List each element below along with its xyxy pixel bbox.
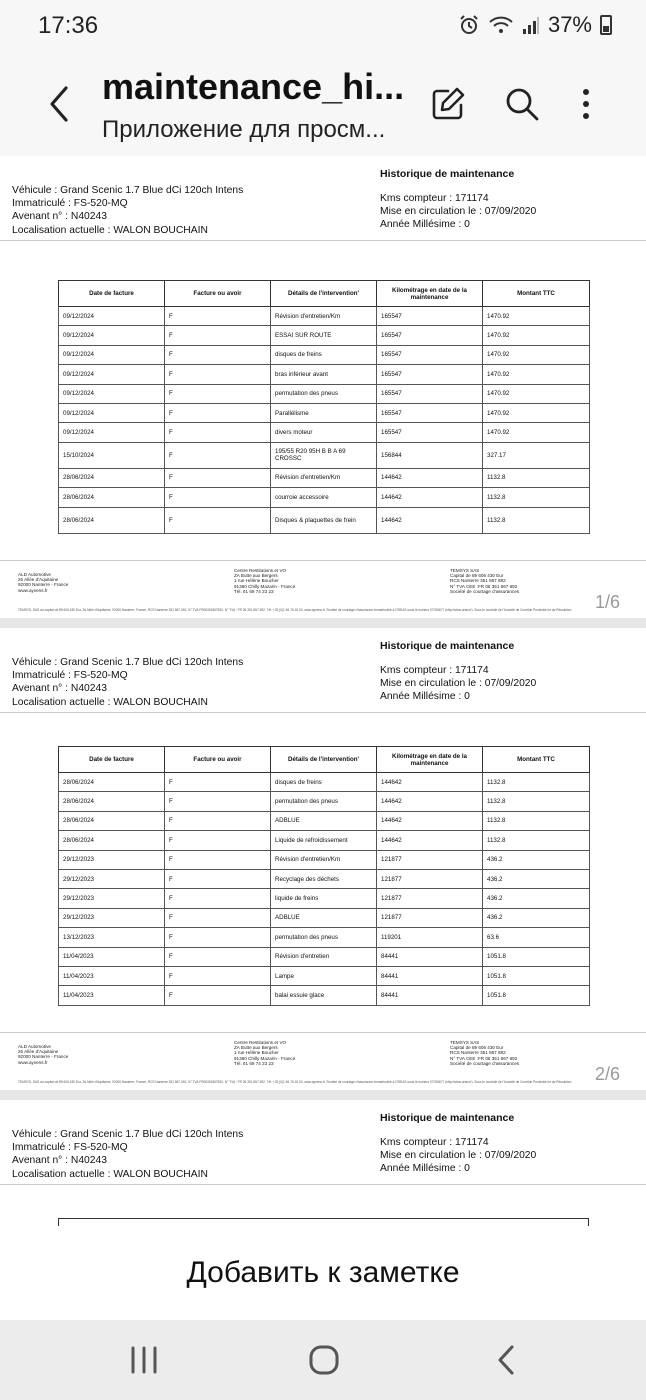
table-cell: permutation des pneus [271, 792, 377, 811]
table-cell: F [165, 889, 271, 908]
column-header: Kilométrage en date de la maintenance [377, 747, 483, 773]
add-to-note-button[interactable] [0, 1226, 646, 1320]
table-cell: 28/06/2024 [59, 468, 165, 487]
table-cell: 1470.92 [483, 326, 590, 345]
table-cell: 121877 [377, 908, 483, 927]
table-row [59, 869, 590, 888]
vehicle-line: Avenant n° : N40243 [12, 683, 107, 695]
footer-line: Capital de 89 606 430 Eur [450, 1045, 504, 1051]
table-cell: F [165, 792, 271, 811]
table-cell: 09/12/2024 [59, 307, 165, 326]
table-cell: 11/04/2023 [59, 966, 165, 985]
footer-line: Société de courtage d'assurances [450, 588, 520, 594]
table-cell: Lampe [271, 966, 377, 985]
table-cell: 1051.8 [483, 986, 590, 1005]
battery-icon [600, 15, 612, 35]
home-icon[interactable] [304, 1342, 344, 1378]
table-cell: F [165, 947, 271, 966]
table-cell: 29/12/2023 [59, 889, 165, 908]
table-row [59, 345, 590, 364]
table-cell: 121877 [377, 889, 483, 908]
table-row [59, 928, 590, 947]
footer-line: ALD Automotive [18, 572, 51, 577]
table-cell: F [165, 384, 271, 403]
kms-info [380, 664, 536, 704]
table-cell: 436.2 [483, 908, 590, 927]
table-cell: 1132.8 [483, 488, 590, 507]
table-row [59, 792, 590, 811]
kms-info [380, 1136, 536, 1176]
table-cell: 1470.92 [483, 307, 590, 326]
kms-line: Année Millésime : 0 [380, 691, 470, 703]
table-cell: Révision d'entretien/Km [271, 307, 377, 326]
document-page-1 [0, 156, 646, 618]
footer-company [18, 1044, 68, 1065]
table-cell: 11/04/2023 [59, 986, 165, 1005]
maintenance-table [58, 746, 590, 1006]
page-gap [0, 1090, 646, 1100]
table-cell: disques de freins [271, 773, 377, 792]
table-cell: 144642 [377, 468, 483, 487]
table-cell: 09/12/2024 [59, 345, 165, 364]
table-row [59, 889, 590, 908]
kms-line: Mise en circulation le : 07/09/2020 [380, 1150, 537, 1162]
vehicle-line: Avenant n° : N40243 [12, 211, 107, 223]
table-cell: 165547 [377, 423, 483, 442]
table-cell: F [165, 966, 271, 985]
table-cell: Recyclage des déchets [271, 869, 377, 888]
footer-line: N° TVA CEE :FR 06 351 867 692 [450, 1055, 518, 1061]
footer-line: Société de courtage d'assurances [450, 1060, 520, 1066]
table-cell: 165547 [377, 326, 483, 345]
page-number: 1/6 [594, 592, 620, 612]
table-row [59, 403, 590, 422]
table-cell: 1051.8 [483, 947, 590, 966]
footer-line: 1 rue Hélène Boucher [234, 1050, 279, 1056]
footer-line: Tél. 01 69 74 23 23 [234, 588, 274, 594]
table-cell: 165547 [377, 307, 483, 326]
document-page-2 [0, 628, 646, 1090]
table-row [59, 947, 590, 966]
table-row [59, 908, 590, 927]
battery-percent: 37% [547, 12, 592, 37]
kms-line: Mise en circulation le : 07/09/2020 [380, 678, 537, 690]
table-cell: 1470.92 [483, 345, 590, 364]
footer-line: 92000 Nanterre - France [18, 1054, 69, 1060]
page-number: 2/6 [594, 1064, 620, 1084]
table-cell: F [165, 928, 271, 947]
document-title: maintenance_hi... [102, 66, 405, 107]
table-cell: 144642 [377, 488, 483, 507]
page-footer [0, 566, 646, 618]
page-gap [0, 618, 646, 628]
table-cell: 144642 [377, 831, 483, 850]
table-cell: 119201 [377, 928, 483, 947]
vehicle-info [12, 184, 243, 237]
add-to-note-label: Добавить к заметке [186, 1256, 460, 1289]
table-cell: 165547 [377, 345, 483, 364]
table-cell: 09/12/2024 [59, 384, 165, 403]
table-cell: permutation des pneus [271, 928, 377, 947]
table-cell: 84441 [377, 966, 483, 985]
table-top-edge [58, 1218, 589, 1226]
footer-center [234, 1040, 295, 1066]
footer-line: www.ayvens.fr [18, 1059, 48, 1065]
table-row [59, 326, 590, 345]
footer-line: 26 Allée d'Aquitaine [18, 1049, 59, 1055]
table-cell: 436.2 [483, 869, 590, 888]
table-cell: F [165, 442, 271, 468]
table-cell: liquide de freins [271, 889, 377, 908]
table-cell: 436.2 [483, 889, 590, 908]
table-cell: 195/55 R20 95H B B A 69 CROSSC [271, 442, 377, 468]
table-cell: ESSAI SUR ROUTE [271, 326, 377, 345]
table-row [59, 773, 590, 792]
column-header: Montant TTC [483, 747, 590, 773]
table-cell: 63.6 [483, 928, 590, 947]
history-title: Historique de maintenance [380, 168, 515, 180]
column-header: Détails de l'intervention' [271, 281, 377, 307]
table-row [59, 831, 590, 850]
footer-line: Tél. 01 69 74 23 23 [234, 1060, 274, 1066]
footer-line: Centre Restitutions et VO [234, 568, 287, 573]
table-row [59, 384, 590, 403]
table-cell: F [165, 468, 271, 487]
vehicle-info [12, 656, 243, 709]
table-cell: 165547 [377, 403, 483, 422]
table-cell: 09/12/2024 [59, 326, 165, 345]
column-header: Détails de l'intervention' [271, 747, 377, 773]
table-cell: 144642 [377, 773, 483, 792]
column-header: Facture ou avoir [165, 281, 271, 307]
table-cell: bras inférieur avant [271, 365, 377, 384]
footer-line: TEMSYS SAS [450, 1040, 480, 1045]
table-cell: 28/06/2024 [59, 792, 165, 811]
table-row [59, 423, 590, 442]
footer-legal-entity [450, 568, 519, 594]
table-cell: 28/06/2024 [59, 831, 165, 850]
history-title: Historique de maintenance [380, 640, 515, 652]
footer-line: TEMSYS SAS [450, 568, 480, 573]
table-cell: 327.17 [483, 442, 590, 468]
divider [0, 560, 646, 561]
table-cell: F [165, 986, 271, 1005]
table-row [59, 811, 590, 830]
divider [0, 240, 646, 241]
page-footer [0, 1038, 646, 1090]
divider [0, 1032, 646, 1033]
document-page-3 [0, 1100, 646, 1226]
table-cell: 1132.8 [483, 507, 590, 533]
edit-icon[interactable] [428, 84, 468, 124]
search-icon[interactable] [502, 84, 542, 124]
vehicle-line: Immatriculé : FS-520-MQ [12, 198, 128, 210]
table-cell: Disques & plaquettes de frein [271, 507, 377, 533]
table-cell: F [165, 773, 271, 792]
table-cell: F [165, 811, 271, 830]
system-nav-bar [0, 1320, 646, 1400]
table-cell: 15/10/2024 [59, 442, 165, 468]
footer-line: Centre Restitutions et VO [234, 1040, 287, 1045]
table-cell: 165547 [377, 365, 483, 384]
table-cell: F [165, 403, 271, 422]
vehicle-line: Véhicule : Grand Scenic 1.7 Blue dCi 120ch Intens [12, 657, 244, 668]
table-cell: 1470.92 [483, 403, 590, 422]
table-cell: 28/06/2024 [59, 811, 165, 830]
table-header-row [59, 281, 590, 307]
footer-legal: TEMSYS, SAS au capital de 89 606 430 Eur, 26 Allée d'Aquitaine, 92000 Nanterre, France, RCS Nanterre 351 867 692, N° TVA FR06351867692, N° TVA : FR 06 351 867 692, Tél. +33 (0)1 56 76 18 00, www.ayvens.fr. Société de courtage d'assurance immatriculée à l'ORIAS sous le numéro 07026677 (http://www.orias.fr). Sous le contrôle de l'Autorité de Contrôle Prudentiel et de Résolution [18, 1080, 572, 1084]
table-cell: F [165, 365, 271, 384]
table-cell: 1132.8 [483, 773, 590, 792]
nav-back-icon[interactable] [486, 1342, 526, 1378]
column-header: Facture ou avoir [165, 747, 271, 773]
table-cell: F [165, 423, 271, 442]
column-header: Date de facture [59, 281, 165, 307]
vehicle-line: Localisation actuelle : WALON BOUCHAIN [12, 1168, 208, 1180]
table-cell: 28/06/2024 [59, 488, 165, 507]
kms-line: Kms compteur : 171174 [380, 193, 489, 204]
table-cell: Révision d'entretien [271, 947, 377, 966]
footer-line: 91380 Chilly Mazarin - France [234, 583, 296, 589]
divider [0, 712, 646, 713]
status-icons [458, 12, 612, 38]
status-bar [0, 0, 646, 52]
footer-line: Capital de 89 606 430 Eur [450, 573, 504, 579]
table-cell: 165547 [377, 384, 483, 403]
footer-legal-entity [450, 1040, 519, 1066]
vehicle-line: Localisation actuelle : WALON BOUCHAIN [12, 696, 208, 708]
table-row [59, 966, 590, 985]
footer-line: 92000 Nanterre - France [18, 582, 69, 588]
table-cell: 144642 [377, 811, 483, 830]
table-cell: 1132.8 [483, 811, 590, 830]
table-cell: ADBLUE [271, 811, 377, 830]
vehicle-line: Véhicule : Grand Scenic 1.7 Blue dCi 120ch Intens [12, 1129, 244, 1140]
footer-line: www.ayvens.fr [18, 587, 48, 593]
table-cell: F [165, 307, 271, 326]
footer-line: ALD Automotive [18, 1044, 51, 1049]
footer-line: 91380 Chilly Mazarin - France [234, 1055, 296, 1061]
footer-center [234, 568, 295, 594]
kms-line: Année Millésime : 0 [380, 1163, 470, 1175]
footer-line: RCS Nanterre 351 867 692 [450, 578, 506, 584]
table-row [59, 507, 590, 533]
app-bar [0, 52, 646, 156]
table-cell: 144642 [377, 792, 483, 811]
document-viewer[interactable] [0, 156, 646, 1226]
table-cell: divers moteur [271, 423, 377, 442]
table-cell: F [165, 908, 271, 927]
table-cell: 29/12/2023 [59, 850, 165, 869]
table-cell: 28/06/2024 [59, 773, 165, 792]
table-cell: F [165, 326, 271, 345]
footer-legal: TEMSYS, SAS au capital de 89 606 430 Eur, 26 Allée d'Aquitaine, 92000 Nanterre, France, RCS Nanterre 351 867 692, N° TVA FR06351867692, N° TVA : FR 06 351 867 692, Tél. +33 (0)1 56 76 18 00, www.ayvens.fr. Société de courtage d'assurance immatriculée à l'ORIAS sous le numéro 07026677 (http://www.orias.fr). Sous le contrôle de l'Autorité de Contrôle Prudentiel et de Résolution [18, 608, 572, 612]
table-row [59, 850, 590, 869]
table-cell: 156844 [377, 442, 483, 468]
back-arrow-icon[interactable] [40, 82, 80, 126]
vehicle-line: Immatriculé : FS-520-MQ [12, 670, 128, 682]
vehicle-line: Immatriculé : FS-520-MQ [12, 1142, 128, 1154]
wifi-icon [488, 15, 514, 35]
table-cell: permutation des pneus [271, 384, 377, 403]
vehicle-line: Avenant n° : N40243 [12, 1155, 107, 1167]
kms-info [380, 192, 536, 232]
table-cell: F [165, 850, 271, 869]
column-header: Kilométrage en date de la maintenance [377, 281, 483, 307]
table-cell: 84441 [377, 947, 483, 966]
table-cell: F [165, 488, 271, 507]
table-cell: F [165, 345, 271, 364]
table-row [59, 307, 590, 326]
column-header: Date de facture [59, 747, 165, 773]
table-cell: 1132.8 [483, 792, 590, 811]
column-header: Montant TTC [483, 281, 590, 307]
table-row [59, 365, 590, 384]
table-cell: 436.2 [483, 850, 590, 869]
table-cell: 1470.92 [483, 384, 590, 403]
table-cell: F [165, 869, 271, 888]
table-cell: Révision d'entretien/Km [271, 850, 377, 869]
more-vert-icon[interactable] [566, 84, 606, 124]
table-row [59, 488, 590, 507]
table-row [59, 442, 590, 468]
table-cell: 144642 [377, 507, 483, 533]
table-row [59, 468, 590, 487]
document-subtitle: Приложение для просм... [102, 116, 386, 143]
recents-icon[interactable] [124, 1342, 164, 1378]
alarm-icon [458, 14, 480, 36]
table-cell: 1132.8 [483, 831, 590, 850]
table-cell: disques de freins [271, 345, 377, 364]
table-cell: balai essuie glace [271, 986, 377, 1005]
kms-line: Mise en circulation le : 07/09/2020 [380, 206, 537, 218]
table-cell: 1470.92 [483, 423, 590, 442]
status-time: 17:36 [38, 12, 99, 39]
table-cell: courroie accessoire [271, 488, 377, 507]
table-cell: 09/12/2024 [59, 423, 165, 442]
kms-line: Année Millésime : 0 [380, 219, 470, 231]
table-cell: 11/04/2023 [59, 947, 165, 966]
vehicle-line: Localisation actuelle : WALON BOUCHAIN [12, 224, 208, 236]
footer-company [18, 572, 68, 593]
table-cell: 121877 [377, 869, 483, 888]
maintenance-table [58, 280, 590, 534]
footer-line: RCS Nanterre 351 867 692 [450, 1050, 506, 1056]
footer-line: 26 Allée d'Aquitaine [18, 577, 59, 583]
table-cell: 28/06/2024 [59, 507, 165, 533]
table-cell: 121877 [377, 850, 483, 869]
table-cell: F [165, 831, 271, 850]
footer-line: N° TVA CEE :FR 06 351 867 692 [450, 583, 518, 589]
table-cell: 09/12/2024 [59, 365, 165, 384]
footer-line: ZA Butte aux Bergers [234, 1045, 278, 1051]
table-cell: 13/12/2023 [59, 928, 165, 947]
table-cell: 84441 [377, 986, 483, 1005]
table-cell: 1051.8 [483, 966, 590, 985]
kms-line: Kms compteur : 171174 [380, 665, 489, 676]
history-title: Historique de maintenance [380, 1112, 515, 1124]
footer-line: 1 rue Hélène Boucher [234, 578, 279, 584]
footer-line: ZA Butte aux Bergers [234, 573, 278, 579]
table-cell: 1470.92 [483, 365, 590, 384]
table-cell: F [165, 507, 271, 533]
signal-icon [522, 15, 540, 35]
kms-line: Kms compteur : 171174 [380, 1137, 489, 1148]
table-header-row [59, 747, 590, 773]
table-cell: Liquide de refroidissement [271, 831, 377, 850]
table-cell: Parallélisme [271, 403, 377, 422]
table-row [59, 986, 590, 1005]
table-cell: ADBLUE [271, 908, 377, 927]
table-cell: 09/12/2024 [59, 403, 165, 422]
table-cell: Révision d'entretien/Km [271, 468, 377, 487]
table-cell: 29/12/2023 [59, 869, 165, 888]
vehicle-info [12, 1128, 243, 1181]
table-cell: 29/12/2023 [59, 908, 165, 927]
vehicle-line: Véhicule : Grand Scenic 1.7 Blue dCi 120ch Intens [12, 185, 244, 196]
divider [0, 1184, 646, 1185]
table-cell: 1132.8 [483, 468, 590, 487]
